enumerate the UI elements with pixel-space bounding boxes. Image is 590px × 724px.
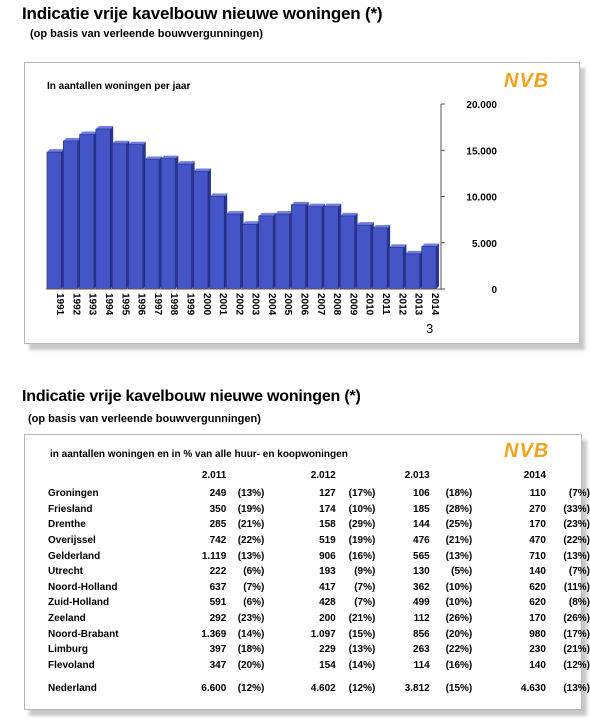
year-header: 2.012 xyxy=(310,469,336,481)
y-tick-label: 0 xyxy=(491,285,497,296)
bar xyxy=(161,156,178,289)
bar-top xyxy=(389,244,406,247)
x-tick-label: 2012 xyxy=(396,293,408,316)
bar xyxy=(112,141,129,289)
percent-cell: (22%) xyxy=(237,535,265,547)
count-cell: 350 xyxy=(209,503,227,515)
bar-top xyxy=(259,213,276,216)
percent-cell: (14%) xyxy=(348,659,376,671)
data-table xyxy=(48,464,590,697)
bar xyxy=(80,132,97,289)
percent-cell: (19%) xyxy=(237,503,265,515)
count-cell: 362 xyxy=(413,581,430,593)
x-tick-label: 2002 xyxy=(233,293,245,316)
bar xyxy=(275,211,292,289)
count-cell: 106 xyxy=(413,488,430,500)
bar xyxy=(291,202,308,289)
percent-cell: (13%) xyxy=(237,488,265,500)
count-cell: 1.369 xyxy=(201,628,227,640)
bar-face xyxy=(357,225,371,289)
percent-cell: (19%) xyxy=(348,535,376,547)
table-section-subtitle: (op basis van verleende bouwvergunningen) xyxy=(28,413,261,425)
percent-cell: (7%) xyxy=(354,597,376,609)
province-name: Gelderland xyxy=(48,550,101,562)
table-row xyxy=(48,595,590,611)
bar-face xyxy=(259,216,273,289)
bar-face xyxy=(291,205,305,289)
count-cell: 112 xyxy=(413,613,430,625)
percent-cell: (7%) xyxy=(568,488,590,500)
x-tick-label: 1994 xyxy=(103,293,115,316)
count-cell: 230 xyxy=(529,644,546,656)
percent-cell: (12%) xyxy=(348,683,376,695)
chart-section-title: Indicatie vrije kavelbouw nieuwe woningen (*) xyxy=(22,4,383,23)
table-header-row xyxy=(48,464,590,486)
x-tick-label: 2006 xyxy=(298,293,310,316)
y-tick-label: 15.000 xyxy=(466,146,497,158)
x-tick-label: 2001 xyxy=(217,293,229,316)
bar-face xyxy=(112,144,126,289)
count-cell: 229 xyxy=(319,644,336,656)
bar-top xyxy=(63,138,80,141)
count-cell: 127 xyxy=(319,488,336,500)
bar-top xyxy=(340,213,357,216)
province-name: Overijssel xyxy=(48,535,96,547)
bar xyxy=(324,204,341,289)
count-cell: 222 xyxy=(209,566,227,578)
bar xyxy=(177,161,194,289)
percent-cell: (21%) xyxy=(237,519,265,531)
bar-top xyxy=(291,202,308,205)
bar-face xyxy=(308,207,322,289)
x-tick-label: 1998 xyxy=(168,293,180,316)
bar-top xyxy=(357,222,374,225)
bar xyxy=(340,213,357,289)
percent-cell: (20%) xyxy=(237,659,265,671)
bar-face xyxy=(177,164,191,289)
count-cell: 980 xyxy=(529,628,546,640)
count-cell: 499 xyxy=(413,597,430,609)
bar xyxy=(405,251,422,289)
bar-face xyxy=(275,214,289,289)
percent-cell: (26%) xyxy=(563,613,590,625)
count-cell: 110 xyxy=(529,488,546,500)
count-cell: 591 xyxy=(209,597,227,609)
percent-cell: (11%) xyxy=(563,581,590,593)
count-cell: 193 xyxy=(319,566,336,578)
y-tick-label: 10.000 xyxy=(466,192,497,204)
bar-top xyxy=(194,169,211,172)
percent-cell: (5%) xyxy=(451,566,473,578)
bar xyxy=(194,169,211,289)
province-name: Drenthe xyxy=(48,519,86,531)
province-name: Noord-Holland xyxy=(48,581,118,593)
x-tick-label: 2009 xyxy=(347,293,359,316)
percent-cell: (21%) xyxy=(563,644,590,656)
table-row xyxy=(48,564,590,580)
count-cell: 170 xyxy=(529,519,546,531)
table-row xyxy=(48,642,590,658)
province-name: Utrecht xyxy=(48,566,84,578)
percent-cell: (9%) xyxy=(354,566,376,578)
bar xyxy=(145,157,162,290)
table-row xyxy=(48,611,590,627)
x-tick-label: 1999 xyxy=(184,293,196,316)
table-row xyxy=(48,486,590,502)
bar-face xyxy=(63,141,77,289)
table-total-row xyxy=(48,673,590,697)
percent-cell: (12%) xyxy=(237,683,265,695)
percent-cell: (10%) xyxy=(445,597,473,609)
count-cell: 620 xyxy=(529,581,546,593)
x-tick-label: 2004 xyxy=(265,293,277,316)
percent-cell: (10%) xyxy=(348,503,376,515)
percent-cell: (17%) xyxy=(563,628,590,640)
x-tick-label: 2013 xyxy=(412,293,424,316)
bar-face xyxy=(161,159,175,289)
chart-section-subtitle: (op basis van verleende bouwvergunningen) xyxy=(30,28,263,40)
year-header: 2.011 xyxy=(201,469,227,481)
bar-top xyxy=(112,141,129,144)
count-cell: 140 xyxy=(529,566,546,578)
percent-cell: (21%) xyxy=(348,613,376,625)
province-name: Friesland xyxy=(48,503,93,515)
bar-face xyxy=(405,254,419,289)
percent-cell: (18%) xyxy=(237,644,265,656)
table-row xyxy=(48,548,590,564)
count-cell: 174 xyxy=(319,503,336,515)
bar xyxy=(242,221,259,289)
province-name: Zeeland xyxy=(48,613,86,625)
percent-cell: (13%) xyxy=(563,550,590,562)
bar-face xyxy=(242,224,256,289)
percent-cell: (21%) xyxy=(445,535,473,547)
percent-cell: (22%) xyxy=(563,535,590,547)
count-cell: 292 xyxy=(209,613,227,625)
bar-face xyxy=(194,172,208,289)
x-tick-label: 1997 xyxy=(151,293,163,316)
table-row xyxy=(48,580,590,596)
percent-cell: (13%) xyxy=(237,550,265,562)
bar-face xyxy=(340,216,354,289)
bar-top xyxy=(47,149,64,152)
bar-face xyxy=(47,152,61,289)
percent-cell: (23%) xyxy=(563,519,590,531)
percent-cell: (25%) xyxy=(445,519,473,531)
bar-face xyxy=(226,214,240,289)
bar-top xyxy=(275,211,292,214)
table-row xyxy=(48,517,590,533)
count-cell: 263 xyxy=(413,644,430,656)
x-tick-label: 1993 xyxy=(86,293,98,316)
count-cell: 144 xyxy=(413,519,430,531)
percent-cell: (23%) xyxy=(237,613,265,625)
bar-top xyxy=(324,204,341,207)
count-cell: 742 xyxy=(209,535,227,547)
bar-top xyxy=(242,221,259,224)
count-cell: 114 xyxy=(413,659,430,671)
bar xyxy=(210,194,227,290)
bar xyxy=(389,244,406,289)
y-axis xyxy=(441,100,497,296)
percent-cell: (13%) xyxy=(348,644,376,656)
bar-face xyxy=(145,160,159,290)
x-tick-label: 2005 xyxy=(282,293,294,316)
percent-cell: (20%) xyxy=(445,628,473,640)
bar-top xyxy=(145,157,162,160)
count-cell: 140 xyxy=(529,659,546,671)
y-tick-label: 20.000 xyxy=(466,100,497,111)
bar-face xyxy=(96,129,110,289)
count-cell: 347 xyxy=(209,659,227,671)
count-cell: 200 xyxy=(319,613,336,625)
count-cell: 249 xyxy=(209,488,227,500)
bar-top xyxy=(373,225,390,228)
count-cell: 4.602 xyxy=(310,683,336,695)
bar xyxy=(308,204,325,289)
percent-cell: (7%) xyxy=(568,566,590,578)
table-section-title: Indicatie vrije kavelbouw nieuwe woningen (*) xyxy=(22,388,361,405)
percent-cell: (8%) xyxy=(568,597,590,609)
bar-top xyxy=(128,142,145,145)
percent-cell: (28%) xyxy=(445,503,473,515)
percent-cell: (16%) xyxy=(348,550,376,562)
count-cell: 470 xyxy=(529,535,546,547)
province-name: Nederland xyxy=(48,683,97,695)
count-cell: 397 xyxy=(209,644,227,656)
x-tick-label: 1991 xyxy=(54,293,66,316)
bar xyxy=(357,222,374,289)
percent-cell: (7%) xyxy=(354,581,376,593)
percent-cell: (17%) xyxy=(348,488,376,500)
percent-cell: (18%) xyxy=(445,488,473,500)
bar-face xyxy=(373,228,387,289)
year-header: 2.013 xyxy=(404,469,430,481)
bar xyxy=(63,138,80,289)
province-name: Noord-Brabant xyxy=(48,628,119,640)
bar-face xyxy=(210,197,224,290)
x-tick-label: 2011 xyxy=(379,293,391,315)
bar-top xyxy=(308,204,325,207)
count-cell: 285 xyxy=(209,519,227,531)
province-name: Zuid-Holland xyxy=(48,597,110,609)
province-name: Limburg xyxy=(48,644,88,656)
year-header: 2014 xyxy=(523,469,546,481)
percent-cell: (15%) xyxy=(445,683,473,695)
count-cell: 158 xyxy=(319,519,336,531)
table-title: in aantallen woningen en in % van alle huur- en koopwoningen xyxy=(50,449,348,460)
count-cell: 710 xyxy=(529,550,546,562)
bar xyxy=(96,126,113,289)
count-cell: 856 xyxy=(413,628,430,640)
x-tick-label: 1995 xyxy=(119,293,131,316)
count-cell: 3.812 xyxy=(404,683,430,695)
count-cell: 170 xyxy=(529,613,546,625)
percent-cell: (16%) xyxy=(445,659,473,671)
count-cell: 637 xyxy=(209,581,227,593)
percent-cell: (7%) xyxy=(243,581,265,593)
percent-cell: (10%) xyxy=(445,581,473,593)
count-cell: 270 xyxy=(529,503,546,515)
x-tick-label: 2003 xyxy=(249,293,261,316)
table-row xyxy=(48,533,590,549)
bar-top xyxy=(177,161,194,164)
bar-top xyxy=(161,156,178,159)
province-name: Groningen xyxy=(48,488,99,500)
table-row xyxy=(48,502,590,518)
table-row xyxy=(48,658,590,674)
bar xyxy=(259,213,276,289)
chart-note: 3 xyxy=(426,321,434,336)
count-cell: 130 xyxy=(413,566,430,578)
count-cell: 417 xyxy=(319,581,336,593)
x-tick-label: 1996 xyxy=(135,293,147,316)
chart-title: In aantallen woningen per jaar xyxy=(47,81,191,92)
bar-face xyxy=(80,135,94,289)
percent-cell: (26%) xyxy=(445,613,473,625)
y-tick-label: 5.000 xyxy=(471,238,497,250)
bar-top xyxy=(96,126,113,129)
bar xyxy=(47,149,64,289)
bar-top xyxy=(422,243,439,246)
x-tick-label: 1992 xyxy=(70,293,82,316)
x-tick-label: 2014 xyxy=(428,293,440,316)
x-axis xyxy=(46,289,441,316)
count-cell: 620 xyxy=(529,597,546,609)
x-tick-label: 2000 xyxy=(200,293,212,316)
nvb-logo-icon-table: NVB xyxy=(504,440,550,462)
bar-face xyxy=(324,207,338,289)
bar-top xyxy=(405,251,422,254)
count-cell: 1.119 xyxy=(201,550,227,562)
bar-top xyxy=(226,211,243,214)
bars-group xyxy=(47,126,439,289)
bar xyxy=(128,142,145,289)
count-cell: 476 xyxy=(413,535,430,547)
bar-face xyxy=(389,247,403,289)
count-cell: 4.630 xyxy=(520,683,546,695)
bar-side xyxy=(436,243,439,289)
count-cell: 185 xyxy=(413,503,430,515)
bar-face xyxy=(128,145,142,289)
x-tick-label: 2010 xyxy=(363,293,375,316)
province-name: Flevoland xyxy=(48,659,95,671)
count-cell: 6.600 xyxy=(201,683,227,695)
nvb-logo-icon: NVB xyxy=(504,70,550,92)
bar-face xyxy=(422,246,436,289)
count-cell: 906 xyxy=(319,550,336,562)
percent-cell: (33%) xyxy=(563,503,590,515)
table-row xyxy=(48,626,590,642)
percent-cell: (14%) xyxy=(237,628,265,640)
percent-cell: (6%) xyxy=(243,566,265,578)
percent-cell: (13%) xyxy=(445,550,473,562)
bar-top xyxy=(210,194,227,197)
count-cell: 519 xyxy=(319,535,336,547)
percent-cell: (29%) xyxy=(348,519,376,531)
percent-cell: (22%) xyxy=(445,644,473,656)
count-cell: 565 xyxy=(413,550,430,562)
x-tick-label: 2008 xyxy=(331,293,343,316)
percent-cell: (13%) xyxy=(563,683,590,695)
percent-cell: (6%) xyxy=(243,597,265,609)
bar xyxy=(226,211,243,289)
percent-cell: (12%) xyxy=(563,659,590,671)
bar-top xyxy=(80,132,97,135)
bar xyxy=(422,243,439,289)
percent-cell: (15%) xyxy=(348,628,376,640)
x-tick-label: 2007 xyxy=(314,293,326,316)
count-cell: 154 xyxy=(319,659,336,671)
count-cell: 428 xyxy=(319,597,336,609)
count-cell: 1.097 xyxy=(310,628,336,640)
bar xyxy=(373,225,390,289)
